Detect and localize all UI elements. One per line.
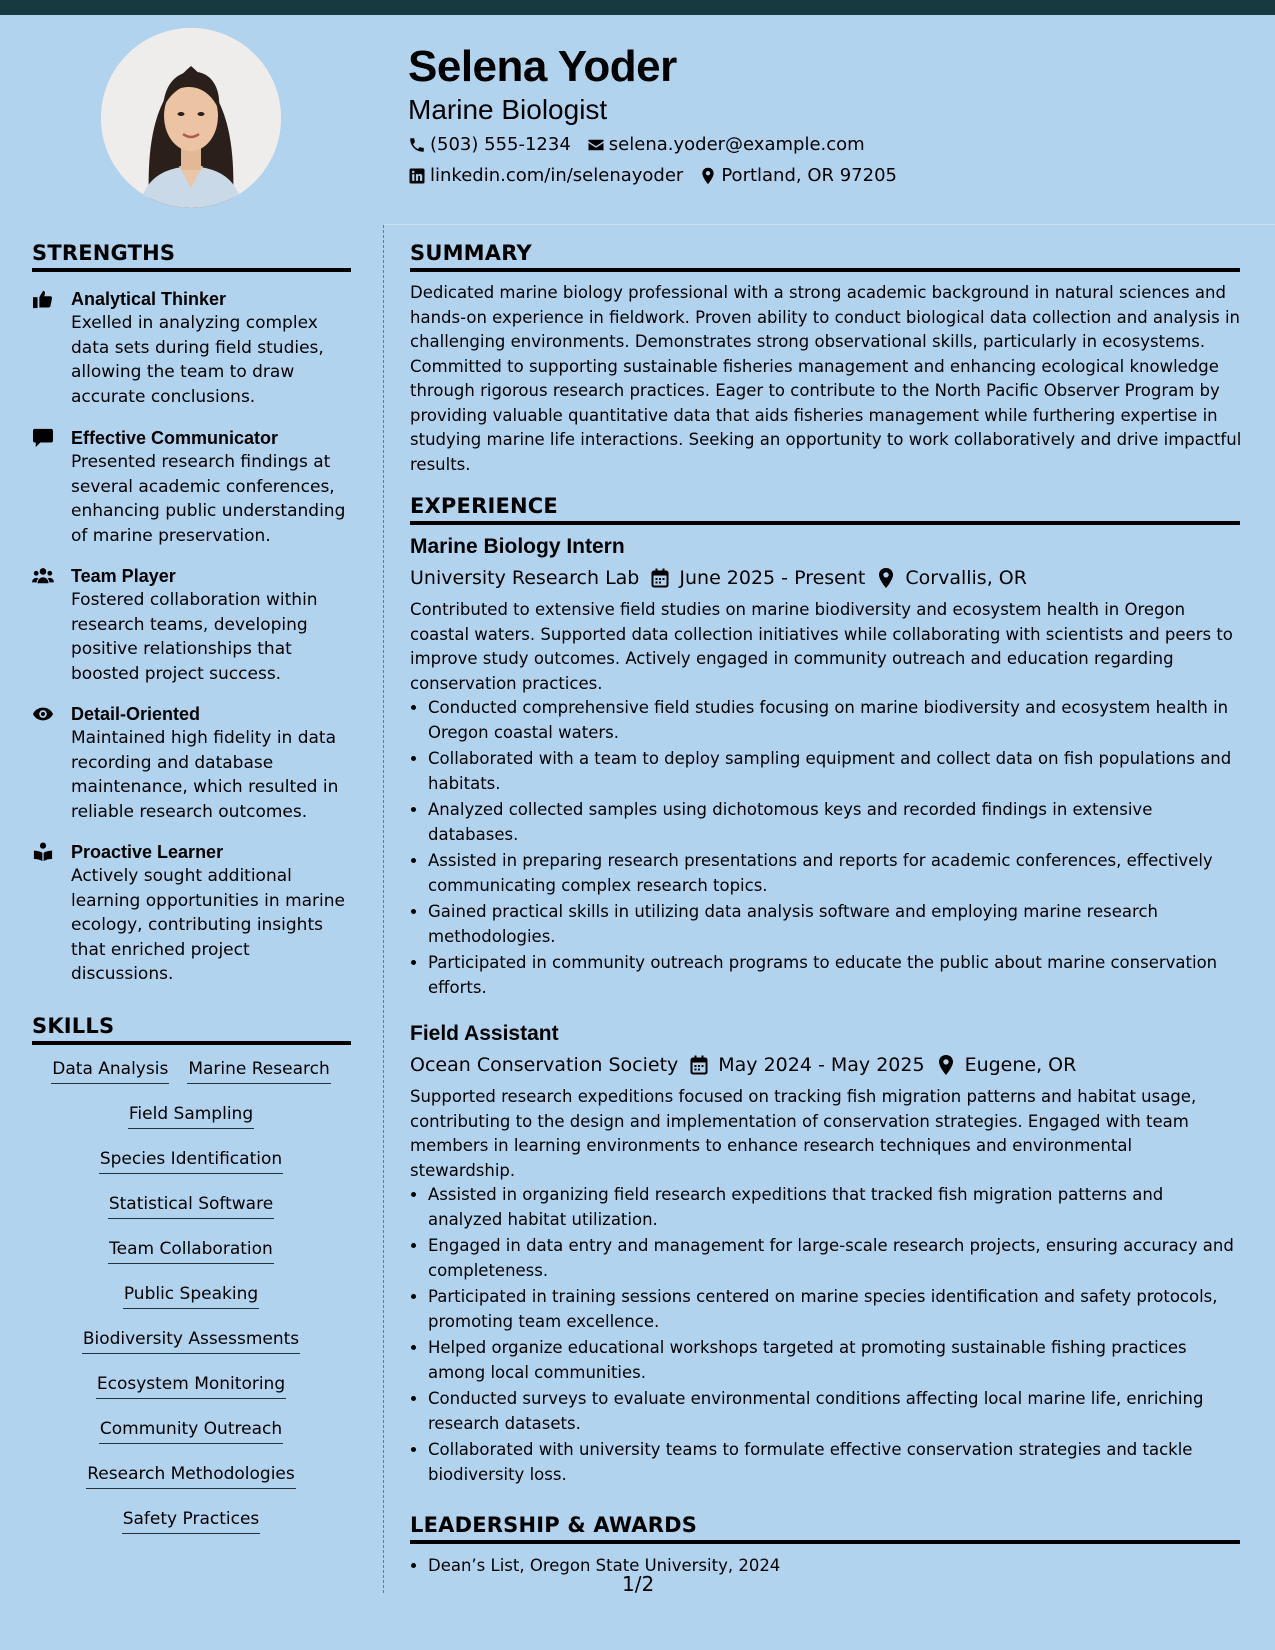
speech-bubble-icon	[32, 428, 54, 448]
linkedin-contact[interactable]	[408, 165, 683, 186]
job-bullet: • Assisted in organizing field research expeditions that tracked fish migration patterns and analyzed habitat utilization.	[428, 1183, 1240, 1232]
skill-tag: Marine Research	[187, 1057, 330, 1084]
phone-icon	[408, 136, 426, 154]
calendar-icon	[690, 1055, 708, 1075]
job-bullets	[410, 696, 1240, 1000]
job-dates: May 2024 - May 2025	[718, 1054, 925, 1076]
strength-desc: Presented research findings at several academic conferences, enhancing public understanding of marine preservation.	[71, 452, 346, 546]
job-meta	[410, 563, 1240, 593]
skill-tag: Field Sampling	[128, 1102, 254, 1129]
job-bullet: • Conducted comprehensive field studies focusing on marine biodiversity and ecosystem health in Oregon coastal waters.	[428, 696, 1240, 745]
skill-tag: Biodiversity Assessments	[82, 1327, 300, 1354]
skills-row	[32, 1327, 350, 1372]
strength-title: Team Player	[71, 566, 176, 586]
experience-heading: EXPERIENCE	[410, 494, 1240, 525]
skill-tag: Ecosystem Monitoring	[96, 1372, 286, 1399]
skills-row	[32, 1192, 350, 1237]
strength-item	[32, 702, 352, 824]
header-divider	[384, 224, 1275, 225]
skills-row	[32, 1237, 350, 1282]
job-location: Corvallis, OR	[905, 567, 1027, 589]
job-entry	[410, 533, 1240, 1002]
linkedin-text: linkedin.com/in/selenayoder	[430, 165, 684, 186]
summary-heading: SUMMARY	[410, 241, 1240, 272]
candidate-title: Marine Biologist	[408, 94, 608, 125]
skill-tag: Team Collaboration	[108, 1237, 274, 1264]
skill-tag: Data Analysis	[51, 1057, 169, 1084]
column-divider	[383, 225, 384, 1593]
job-dates: June 2025 - Present	[679, 567, 866, 589]
job-title: Marine Biology Intern	[410, 535, 625, 558]
strength-title: Detail-Oriented	[71, 704, 201, 724]
strength-desc: Actively sought additional learning opportunities in marine ecology, contributing insights that enriched project discussions.	[71, 866, 346, 984]
strength-item	[32, 564, 352, 686]
skill-tag: Research Methodologies	[86, 1462, 296, 1489]
job-bullet: • Helped organize educational workshops targeted at promoting sustainable fishing practices among local communities.	[428, 1336, 1240, 1385]
calendar-icon	[651, 568, 669, 588]
location-text: Portland, OR 97205	[721, 165, 897, 186]
strength-title: Proactive Learner	[71, 842, 224, 862]
strength-desc: Maintained high fidelity in data recording and database maintenance, which resulted in reliable research outcomes.	[71, 728, 339, 822]
job-bullets	[410, 1183, 1240, 1487]
skill-tag: Safety Practices	[122, 1507, 261, 1534]
phone-contact	[408, 134, 571, 155]
job-bullet: • Gained practical skills in utilizing data analysis software and employing marine research methodologies.	[428, 900, 1240, 949]
awards-list	[410, 1554, 1258, 1581]
awards-heading: LEADERSHIP & AWARDS	[410, 1513, 1240, 1544]
job-bullet: • Participated in community outreach programs to educate the public about marine conservation efforts.	[428, 951, 1240, 1000]
users-icon	[32, 566, 54, 586]
linkedin-icon	[408, 167, 426, 185]
strength-desc: Exelled in analyzing complex data sets during field studies, allowing the team to draw accurate conclusions.	[71, 313, 324, 407]
book-reader-icon	[32, 842, 54, 862]
map-pin-icon	[937, 1055, 955, 1075]
job-bullet: • Conducted surveys to evaluate environmental conditions affecting local marine life, enriching research datasets.	[428, 1387, 1240, 1436]
job-bullet: • Analyzed collected samples using dichotomous keys and recorded findings in extensive databases.	[428, 798, 1240, 847]
envelope-icon	[587, 136, 605, 154]
job-meta	[410, 1050, 1240, 1080]
job-entry	[410, 1020, 1240, 1489]
job-company: University Research Lab	[410, 567, 640, 589]
candidate-name: Selena Yoder	[408, 42, 677, 91]
map-pin-icon	[877, 568, 895, 588]
job-bullet: • Engaged in data entry and management for large-scale research projects, ensuring accuracy and completeness.	[428, 1234, 1240, 1283]
skills-row	[32, 1462, 350, 1507]
skills-row	[32, 1102, 350, 1147]
page-number: 1/2	[622, 1572, 655, 1596]
skills-list	[32, 1057, 350, 1552]
strength-item	[32, 840, 352, 987]
skill-tag: Statistical Software	[108, 1192, 274, 1219]
eye-icon	[32, 704, 54, 724]
job-location: Eugene, OR	[964, 1054, 1077, 1076]
job-description: Supported research expeditions focused on tracking fish migration patterns and habitat usage, contributing to the design and implementation of conservation strategies. Engaged with team members in learning environments to enhance research techniques and environmental stewardship.	[410, 1087, 1197, 1180]
strength-item	[32, 287, 352, 409]
strength-title: Effective Communicator	[71, 428, 279, 448]
skills-heading: SKILLS	[32, 1014, 351, 1045]
skills-row	[32, 1372, 350, 1417]
skills-row	[32, 1057, 350, 1102]
contact-row-2	[408, 165, 913, 186]
location-contact	[699, 165, 897, 186]
phone-text: (503) 555-1234	[430, 134, 571, 155]
job-bullet: • Assisted in preparing research presentations and reports for academic conferences, effectively communicating complex research topics.	[428, 849, 1240, 898]
job-bullet: • Participated in training sessions centered on marine species identification and safety protocols, promoting team excellence.	[428, 1285, 1240, 1334]
skills-row	[32, 1417, 350, 1462]
skills-row	[32, 1147, 350, 1192]
skill-tag: Community Outreach	[99, 1417, 283, 1444]
strength-title: Analytical Thinker	[71, 289, 227, 309]
skill-tag: Public Speaking	[123, 1282, 259, 1309]
skill-tag: Species Identification	[99, 1147, 283, 1174]
thumbs-up-icon	[32, 289, 54, 309]
job-title: Field Assistant	[410, 1022, 559, 1045]
strength-item	[32, 426, 352, 548]
map-pin-icon	[699, 167, 717, 185]
strengths-heading: STRENGTHS	[32, 241, 351, 272]
top-accent-bar	[0, 0, 1275, 15]
job-bullet: • Collaborated with university teams to formulate effective conservation strategies and tackle biodiversity loss.	[428, 1438, 1240, 1487]
profile-photo	[101, 28, 281, 208]
award-item: • Dean’s List, Oregon State University, 2024	[428, 1554, 1258, 1579]
summary-text: Dedicated marine biology professional with a strong academic background in natural sciences and hands-on experience in fieldwork. Proven ability to conduct biological data collection and analysis in challenging environments. Demonstrates strong observational skills, particularly in ecosystems. Committed to supporting sustainable fisheries management and enhancing ecological knowledge through rigorous research practices. Eager to contribute to the North Pacific Observer Program by providing valuable quantitative data that aids fisheries management while furthering expertise in studying marine life interactions. Seeking an opportunity to work collaboratively and drive impactful results.	[410, 283, 1242, 474]
email-contact[interactable]	[587, 134, 865, 155]
email-text: selena.yoder@example.com	[608, 134, 865, 155]
skills-row	[32, 1282, 350, 1327]
job-bullet: • Collaborated with a team to deploy sampling equipment and collect data on fish populations and habitats.	[428, 747, 1240, 796]
skills-row	[32, 1507, 350, 1552]
contact-row-1	[408, 134, 881, 155]
strength-desc: Fostered collaboration within research teams, developing positive relationships that boosted project success.	[71, 590, 318, 684]
job-description: Contributed to extensive field studies on marine biodiversity and ecosystem health in Oregon coastal waters. Supported data collection initiatives while collaborating with scientists and peers to improve study outcomes. Actively engaged in community outreach and education regarding conservation practices.	[410, 600, 1233, 693]
job-company: Ocean Conservation Society	[410, 1054, 679, 1076]
